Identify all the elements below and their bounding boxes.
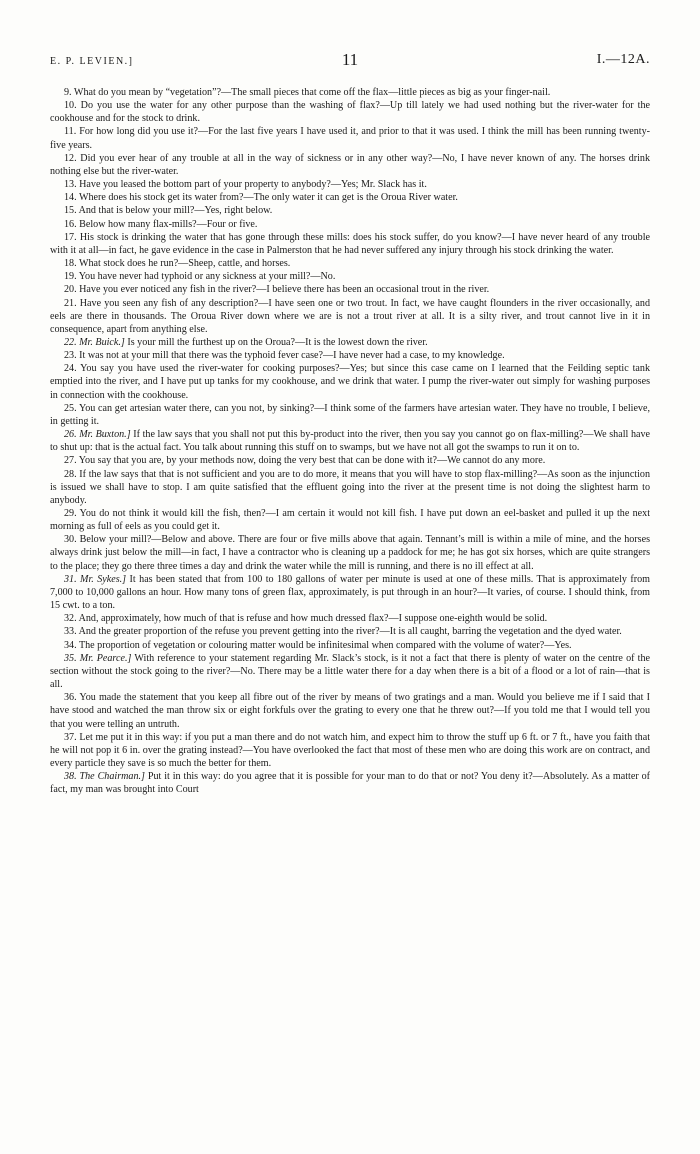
paragraph-text: 21. Have you seen any fish of any description?—I have seen one or two trout. In fact, we have caught flounders in the river occasionally, and eels are there in thousands. The Oroua River down where we are is not a trout river at all. It is a silty river, and trout cannot live in it in consequence, apart from anything else. — [50, 297, 650, 335]
speaker-label: 31. Mr. Sykes.] — [64, 573, 127, 585]
testimony-paragraph — [50, 257, 650, 270]
paragraph-text: Put it in this way: do you agree that it is possible for your man to do that or not? You deny it?—Absolutely. As a matter of fact, my man was brought into Court — [50, 771, 650, 796]
paragraph-text: It has been stated that from 100 to 180 gallons of water per minute is used at one of these mills. That is approximately from 7,000 to 10,000 gallons an hour. How many tons of green flax, approximately, is put through in an hour?—It varies, of course. I should think, from 15 cwt. to a ton. — [50, 573, 650, 612]
testimony-paragraph — [50, 612, 650, 625]
testimony-paragraph — [50, 297, 650, 336]
paragraph-text: 11. For how long did you use it?—For the last five years I have used it, and prior to that it was used. I think the mill has been running twenty-five years. — [50, 126, 650, 151]
speaker-label: 38. The Chairman.] — [64, 771, 145, 783]
paragraph-text: 15. And that is below your mill?—Yes, right below. — [64, 205, 273, 217]
speaker-label: 22. Mr. Buick.] — [64, 336, 125, 348]
testimony-paragraph — [50, 468, 650, 507]
testimony-paragraph — [50, 731, 650, 770]
paragraph-text: 23. It was not at your mill that there was the typhoid fever case?—I have never had a case, to my knowledge. — [64, 350, 505, 362]
paragraph-text: 36. You made the statement that you keep all fibre out of the river by means of two gratings and a man. Would you believe me if I said that I have stood and watched the man throw six or eight forkfuls over the grating to every one that he threw out?—If you told me that I would tell you that you were telling an untruth. — [50, 692, 650, 730]
paragraph-text: 33. And the greater proportion of the refuse you prevent getting into the river?—It is all caught, barring the vegetation and the dyed water. — [64, 626, 622, 638]
paragraph-text: 16. Below how many flax-mills?—Four or five. — [64, 218, 258, 230]
testimony-paragraph — [50, 270, 650, 283]
paragraph-text: 37. Let me put it in this way: if you put a man there and do not watch him, and expect him to throw the stuff up 6 ft. or 7 ft., have you faith that he will not pop it 6 in. over the grating instead?—You have overlooked the fact that most of these men who are doing this work are on contract, and every particle they save is so much the better for them. — [50, 731, 650, 769]
testimony-paragraph — [50, 454, 650, 467]
testimony-paragraph — [50, 507, 650, 533]
paragraph-text: 28. If the law says that that is not sufficient and you are to do more, it means that you will have to stop flax-milling?—As soon as the injunction is issued we shall have to stop. I am quite satisfied that the effluent going into the river at the present time is not doing the slightest harm to anybody. — [50, 468, 650, 506]
page-header — [50, 50, 650, 72]
paragraph-text: 24. You say you have used the river-water for cooking purposes?—Yes; but since this case came on I learned that the Feilding septic tank emptied into the river, and I have put up tanks for my cookhouse, and we drink that water. I pump the river-water out simply for washing purposes in connection with the cookhouse. — [50, 363, 650, 401]
paragraph-text: 17. His stock is drinking the water that has gone through these mills: does his stock suffer, do you know?—I have never heard of any trouble with it at all—in fact, he gave evidence in the case in Palmerston that he had never suffered any injury through his stock drinking the water. — [50, 231, 650, 256]
testimony-paragraph — [50, 691, 650, 730]
paragraph-text: 12. Did you ever hear of any trouble at all in the way of sickness or in any other way?—No, I have never known of any. The horses drink nothing else but the river-water. — [50, 152, 650, 177]
paragraph-text: With reference to your statement regarding Mr. Slack’s stock, is it not a fact that there is plenty of water on the centre of the section without the stock going to the river?—No. There may be a little water there for a day when there is a bit of a flood or a lot of rain—that is all. — [50, 652, 651, 691]
testimony-paragraph — [50, 283, 650, 296]
page-number: 11 — [341, 50, 359, 69]
testimony-paragraph — [50, 125, 650, 151]
paragraph-text: 25. You can get artesian water there, can you not, by sinking?—I think some of the farmers have artesian water. They have no trouble, I believe, in getting it. — [50, 402, 650, 427]
paragraph-text: 14. Where does his stock get its water from?—The only water it can get is the Oroua River water. — [64, 192, 458, 204]
paragraph-text: If the law says that you shall not put this by-product into the river, then you say you cannot go on flax-milling?—We shall have to shut up: that is the actual fact. You talk about running this stuff on to swamps, but we have not all got the swamps to run it on to. — [50, 429, 650, 454]
paragraph-text: 9. What do you mean by “vegetation”?—The small pieces that come off the flax—little pieces as big as your finger-nail. — [64, 87, 551, 98]
paragraph-text: 34. The proportion of vegetation or colouring matter would be infinitesimal when compared with the volume of water?—Yes. — [64, 639, 572, 651]
testimony-paragraph — [50, 533, 650, 572]
testimony-paragraph — [50, 349, 650, 362]
testimony-paragraph — [50, 336, 650, 349]
testimony-paragraph — [50, 428, 650, 454]
paragraph-text: 13. Have you leased the bottom part of your property to anybody?—Yes; Mr. Slack has it. — [64, 179, 427, 191]
testimony-paragraph — [50, 639, 650, 652]
paragraph-text: 29. You do not think it would kill the fish, then?—I am certain it would not kill fish. I have put down an eel-basket and pulled it up the next morning as full of eels as you could get it. — [50, 508, 650, 533]
witness-name: E. P. LEVIEN.] — [50, 56, 134, 67]
testimony-paragraph — [50, 178, 650, 191]
paragraph-text: 20. Have you ever noticed any fish in the river?—I believe there has been an occasional trout in the river. — [64, 284, 490, 296]
testimony-body — [50, 86, 650, 796]
paragraph-text: 19. You have never had typhoid or any sickness at your mill?—No. — [64, 271, 336, 283]
testimony-paragraph — [50, 191, 650, 204]
paragraph-text: 27. You say that you are, by your methods now, doing the very best that can be done with it?—We cannot do any more. — [64, 455, 546, 467]
document-reference: I.—12A. — [596, 52, 650, 67]
paragraph-text: 30. Below your mill?—Below and above. There are four or five mills above that again. Tennant’s mill is within a mile of mine, and the horses always drink just below the mill—in fact, I have a contractor who is cleaning up a paddock for me; he has got six horses, which are quite strangers to the place; they go there three times a day and drink the water while the mill is running, and there is no ill effect at all. — [50, 534, 650, 572]
testimony-paragraph — [50, 204, 650, 217]
paragraph-text: 32. And, approximately, how much of that is refuse and how much dressed flax?—I suppose one-eighth would be solid. — [64, 613, 548, 625]
testimony-paragraph — [50, 402, 650, 428]
testimony-paragraph — [50, 218, 650, 231]
testimony-paragraph — [50, 231, 650, 257]
testimony-paragraph — [50, 86, 650, 99]
testimony-paragraph — [50, 770, 650, 796]
testimony-paragraph — [50, 652, 650, 691]
paragraph-text: Is your mill the furthest up on the Oroua?—It is the lowest down the river. — [124, 336, 428, 348]
speaker-label: 26. Mr. Buxton.] — [64, 429, 131, 441]
testimony-paragraph — [50, 152, 650, 178]
paragraph-text: 18. What stock does he run?—Sheep, cattle, and horses. — [64, 258, 291, 270]
testimony-paragraph — [50, 625, 650, 638]
paragraph-text: 10. Do you use the water for any other purpose than the washing of flax?—Up till lately we had used nothing but the river-water for the cookhouse and for the stock to drink. — [50, 100, 650, 125]
testimony-paragraph — [50, 99, 650, 125]
speaker-label: 35. Mr. Pearce.] — [64, 652, 132, 664]
testimony-paragraph — [50, 362, 650, 401]
testimony-paragraph — [50, 573, 650, 612]
